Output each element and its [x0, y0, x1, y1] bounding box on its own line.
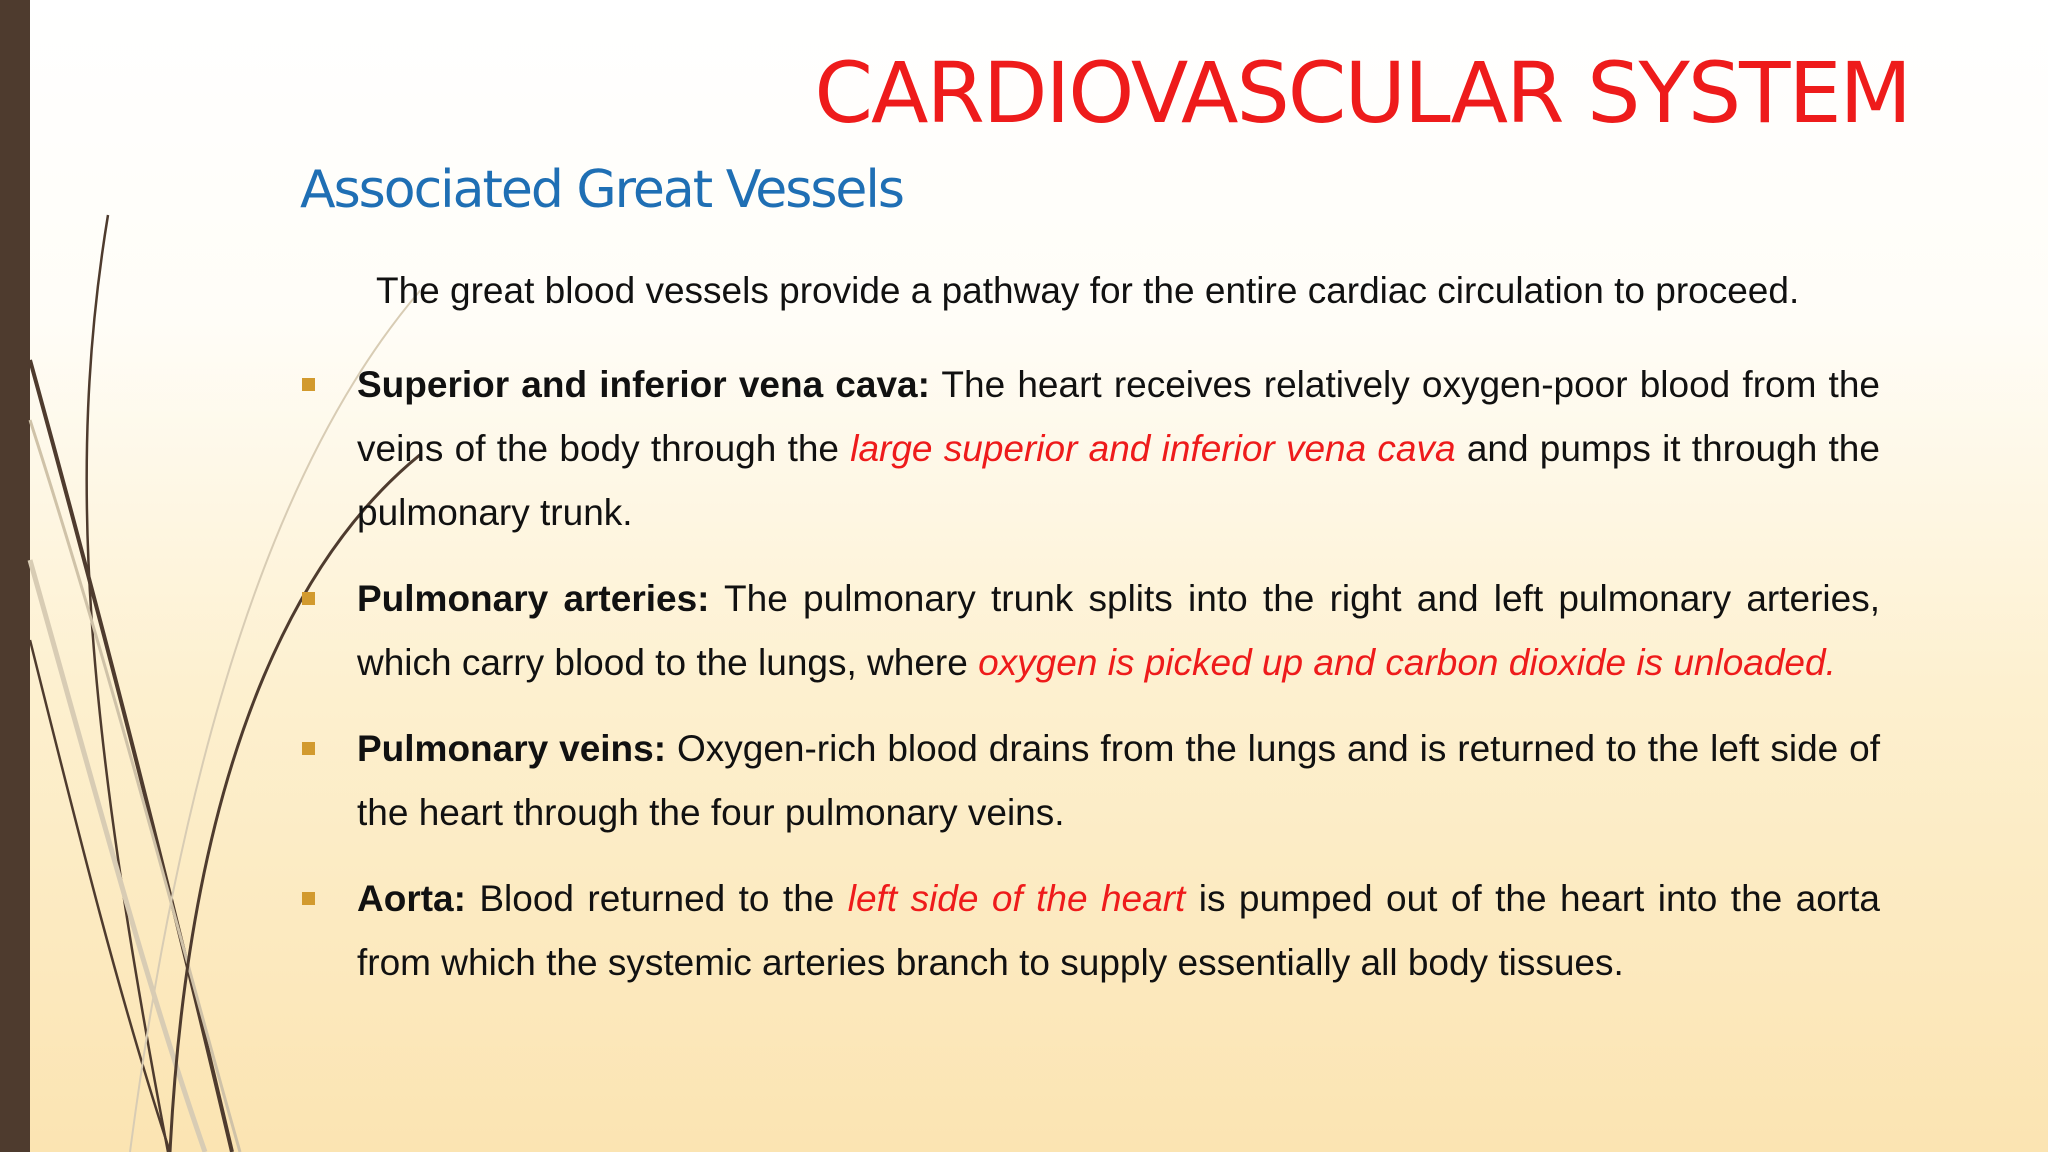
slide-title: CARDIOVASCULAR SYSTEM	[814, 44, 1910, 142]
bullet-term: Superior and inferior vena cava:	[357, 364, 930, 405]
slide-subtitle: Associated Great Vessels	[300, 160, 903, 220]
bullet-term: Pulmonary arteries:	[357, 578, 710, 619]
bullet-pulmonary-veins	[300, 717, 1880, 845]
bullet-aorta	[300, 867, 1880, 995]
bullet-term: Aorta:	[357, 878, 466, 919]
bullet-highlight: left side of the heart	[847, 878, 1186, 919]
square-bullet-icon	[302, 892, 315, 905]
bullet-text: The heart receives relatively oxygen-poor blood from the veins of the body through the	[357, 364, 1880, 469]
bullet-text: Oxygen-rich blood drains from the lungs and is returned to the left side of the heart through the four pulmonary veins.	[357, 728, 1880, 833]
square-bullet-icon	[302, 592, 315, 605]
bullet-term: Pulmonary veins:	[357, 728, 667, 769]
bullet-highlight: large superior and inferior vena cava	[850, 428, 1456, 469]
bullet-pulmonary-arteries	[300, 567, 1880, 695]
bullet-text: The pulmonary trunk splits into the right and left pulmonary arteries, which carry blood to the lungs, where	[357, 578, 1880, 683]
bullet-text-after: is pumped out of the heart into the aorta from which the systemic arteries branch to supply essentially all body tissues.	[357, 878, 1880, 983]
bullet-highlight: oxygen is picked up and carbon dioxide is unloaded.	[978, 642, 1836, 683]
bullet-vena-cava	[300, 353, 1880, 545]
intro-text: The great blood vessels provide a pathway for the entire cardiac circulation to proceed.	[376, 270, 1800, 311]
bullet-text-after: and pumps it through the pulmonary trunk.	[357, 428, 1880, 533]
square-bullet-icon	[302, 378, 315, 391]
bullet-list	[300, 353, 1880, 1017]
square-bullet-icon	[302, 742, 315, 755]
bullet-text: Blood returned to the	[465, 878, 848, 919]
